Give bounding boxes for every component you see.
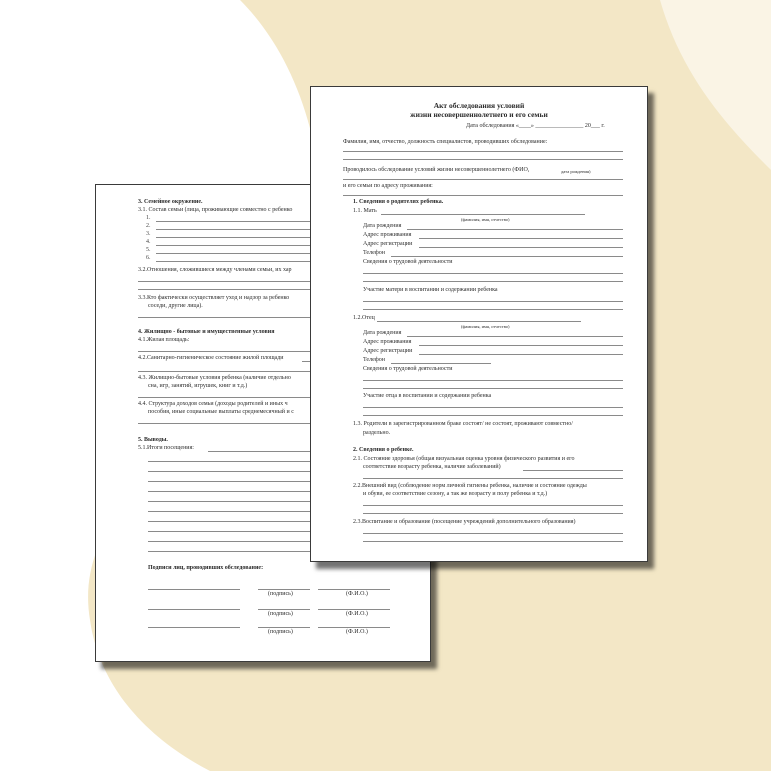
fill-line <box>343 179 623 180</box>
father-field: Адрес регистрации <box>363 348 413 354</box>
mother-field: Адрес регистрации <box>363 241 413 247</box>
mother-field: Дата рождения <box>363 223 402 229</box>
fio-line <box>318 627 390 628</box>
section-3-2-label: 3.2.Отношения, сложившиеся между членами семьи, их хар <box>138 267 292 273</box>
fill-line <box>363 301 623 302</box>
family-member-number: 4. <box>146 239 151 245</box>
family-member-number: 1. <box>146 215 151 221</box>
section-2-2-label-cont: и обуви, ее соответствие сезону, а так же возрасту и полу ребенка и т.д.) <box>363 491 548 497</box>
signature-line <box>148 589 240 590</box>
fio-caption: (фамилия, имя, отчество) <box>461 324 510 329</box>
fio-caption: (Ф.И.О.) <box>346 611 368 617</box>
fill-line <box>391 363 491 364</box>
section-2-3-label: 2.3.Воспитание и образование (посещение учреждений дополнительного образования) <box>353 519 576 525</box>
fio-caption: (фамилия, имя, отчество) <box>461 217 510 222</box>
section-3-heading: 3. Семейное окружение. <box>138 199 203 205</box>
section-4-1-label: 4.1.Жилая площадь: <box>138 337 190 343</box>
family-address-label: и его семьи по адресу проживания: <box>343 183 433 189</box>
fill-line <box>363 533 623 534</box>
fill-line <box>343 159 623 160</box>
front-document-page <box>310 86 648 562</box>
fill-line <box>419 345 623 346</box>
fio-line <box>318 589 390 590</box>
section-2-1-label: 2.1. Состояние здоровья (общая визуальная оценка уровня физического развития и его <box>353 456 575 462</box>
signatures-heading: Подписи лиц, проводивших обследование: <box>148 565 264 571</box>
fill-line <box>407 336 623 337</box>
signature-line <box>148 627 240 628</box>
section-2-2-label: 2.2.Внешний вид (соблюдение норм личной гигиены ребенка, наличие и состояние одежды <box>353 483 587 489</box>
section-1-3-label: 1.3. Родители в зарегистрированном браке состоят/ не состоят, проживают совместно/ <box>353 421 573 427</box>
fill-line <box>363 388 623 389</box>
mother-participation-label: Участие матери в воспитании и содержании ребенка <box>363 287 498 293</box>
fill-line <box>363 513 623 514</box>
fill-line <box>363 281 623 282</box>
section-4-4-label: 4.4. Структура доходов семьи (доходы родителей и иных ч <box>138 401 288 407</box>
section-2-1-label-cont: соответствие возрасту ребенка, наличие заболеваний) <box>363 464 501 470</box>
fill-line <box>343 151 623 152</box>
document-title: Акт обследования условий <box>433 101 525 110</box>
section-1-3-label-cont: раздельно. <box>363 430 391 436</box>
fill-line <box>419 238 623 239</box>
fill-line <box>363 478 623 479</box>
father-label: 1.2.Отец <box>353 315 375 321</box>
signature-line <box>258 609 310 610</box>
inspection-date: Дата обследования «____» ________________ 20___ г. <box>466 123 605 129</box>
family-member-number: 2. <box>146 223 151 229</box>
section-2-heading: 2. Сведения о ребенке. <box>353 447 414 453</box>
family-member-number: 6. <box>146 255 151 261</box>
section-5-heading: 5. Выводы. <box>138 437 168 443</box>
section-4-3-label-cont: сна, игр, занятий, игрушек, книг и т.д.) <box>148 383 248 389</box>
signature-caption: (подпись) <box>268 591 293 597</box>
fill-line <box>391 256 623 257</box>
section-4-3-label: 4.3. Жилищно-бытовые условия ребенка (наличие отдельно <box>138 375 291 381</box>
mother-field: Адрес проживания <box>363 232 412 238</box>
fill-line <box>419 354 623 355</box>
conducted-label: Проводилось обследование условий жизни несовершеннолетнего (ФИО, <box>343 167 530 173</box>
fill-line <box>363 380 623 381</box>
fill-line <box>523 470 623 471</box>
fill-line <box>381 214 585 215</box>
family-member-number: 5. <box>146 247 151 253</box>
section-1-heading: 1. Сведения о родителях ребенка. <box>353 199 444 205</box>
family-member-number: 3. <box>146 231 151 237</box>
father-field: Дата рождения <box>363 330 402 336</box>
mother-field: Сведения о трудовой деятельности <box>363 259 453 265</box>
section-4-4-label-cont: пособия, иные социальные выплаты среднемесячный и с <box>148 409 294 415</box>
father-field: Сведения о трудовой деятельности <box>363 366 453 372</box>
fill-line <box>363 407 623 408</box>
signature-line <box>148 609 240 610</box>
section-4-heading: 4. Жилищно - бытовые и имущественные условия <box>138 329 275 335</box>
signature-caption: (подпись) <box>268 629 293 635</box>
fill-line <box>363 415 623 416</box>
section-3-3-label-cont: соседи, другие лица). <box>148 303 203 309</box>
fill-line <box>407 229 623 230</box>
fio-caption: (Ф.И.О.) <box>346 629 368 635</box>
section-3-1-label: 3.1. Состав семьи (лица, проживающие совместно с ребенко <box>138 207 293 213</box>
mother-field: Телефон <box>363 250 385 256</box>
section-5-1-label: 5.1.Итоги посещения: <box>138 445 194 451</box>
father-participation-label: Участие отца в воспитании и содержании ребенка <box>363 393 492 399</box>
fill-line <box>363 505 623 506</box>
father-field: Телефон <box>363 357 385 363</box>
fill-line <box>419 247 623 248</box>
fio-caption: (Ф.И.О.) <box>346 591 368 597</box>
mother-label: 1.1. Мать <box>353 208 377 214</box>
signature-line <box>258 627 310 628</box>
document-subtitle: жизни несовершеннолетнего и его семьи <box>410 110 548 119</box>
signature-caption: (подпись) <box>268 611 293 617</box>
fill-line <box>363 273 623 274</box>
fill-line <box>377 321 581 322</box>
signature-line <box>258 589 310 590</box>
fill-line <box>363 309 623 310</box>
section-3-3-label: 3.3.Кто фактически осуществляет уход и надзор за ребенко <box>138 295 290 301</box>
father-field: Адрес проживания <box>363 339 412 345</box>
fill-line <box>343 195 623 196</box>
conducted-note: дата рождения) <box>561 169 591 174</box>
section-4-2-label: 4.2.Санитарно-гигиеническое состояние жилой площади <box>138 355 284 361</box>
fill-line <box>363 541 623 542</box>
fio-line <box>318 609 390 610</box>
inspectors-label: Фамилия, имя, отчество, должность специалистов, проводивших обследование: <box>343 139 548 145</box>
